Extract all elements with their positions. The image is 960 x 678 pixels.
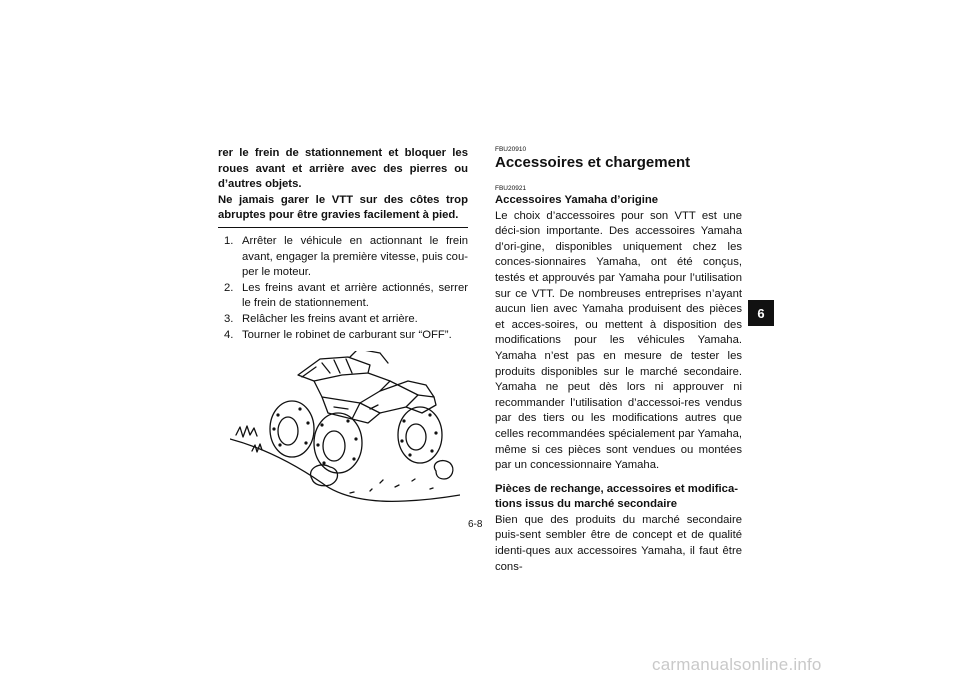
- page-number: 6-8: [468, 519, 483, 530]
- subsection-code: FBU20921: [495, 185, 527, 192]
- paragraph-gap: [495, 474, 742, 482]
- step-text: Arrêter le véhicule en actionnant le frein avant, engager la première vitesse, puis cou-per le moteur.: [242, 234, 468, 279]
- watermark: carmanualsonline.info: [652, 655, 822, 674]
- section-code: FBU20910: [495, 146, 527, 153]
- step-text: Tourner le robinet de carburant sur “OFF”.: [242, 328, 452, 341]
- step-number: 2.: [224, 281, 234, 294]
- step-number: 4.: [224, 328, 234, 341]
- section-title: Accessoires et chargement: [495, 154, 691, 171]
- step-number: 1.: [224, 234, 234, 247]
- list-item: [218, 328, 468, 344]
- list-item: [218, 281, 468, 312]
- list-item: [218, 234, 468, 281]
- list-item: [218, 312, 468, 328]
- genuine-accessories-paragraph: Le choix d’accessoires pour son VTT est une déci-sion importante. Des accessoires Yamaha d’ori-gine, disponibles uniquement chez les conces-sionnaires Yamaha, ont été conçus, testés et approuvés par Yamaha pour l’utilisation sur ce VTT. De nombreuses entreprises n’ayant aucun lien avec Yamaha produisent des pièces et acces-soires, ou mettent à disposition des modifications pour les véhicules Yamaha. Yamaha n’est pas en mesure de tester les produits disponibles sur le marché secondaire. Yamaha ne peut dès lors ni approuver ni recommander l’utilisation d’accessoi-res vendus par des tiers ou les modifications autres que celles recommandées spécialement par Yamaha, même si ces pièces sont vendues ou montées par un concessionnaire Yamaha.: [495, 209, 742, 472]
- atv-parked-on-slope-illustration: [230, 351, 460, 509]
- left-column: [218, 146, 468, 515]
- subsection-title-aftermarket: Pièces de rechange, accessoires et modifica-tions issus du marché secondaire: [495, 482, 739, 511]
- warning-line-2: Ne jamais garer le VTT sur des côtes trop abruptes pour être gravies facilement à pied.: [218, 193, 468, 222]
- step-text: Les freins avant et arrière actionnés, serrer le frein de stationnement.: [242, 281, 468, 310]
- step-text: Relâcher les freins avant et arrière.: [242, 312, 418, 325]
- aftermarket-paragraph: Bien que des produits du marché secondaire puis-sent sembler être de concept et de qualité identi-ques aux accessoires Yamaha, il faut être cons-: [495, 513, 742, 573]
- subsection-title-genuine-accessories: Accessoires Yamaha d’origine: [495, 194, 659, 206]
- warning-divider: [218, 227, 468, 228]
- steps-list: [218, 234, 468, 343]
- right-column: [495, 146, 742, 575]
- warning-block: [218, 146, 468, 224]
- warning-line-1: rer le frein de stationnement et bloquer les roues avant et arrière avec des pierres ou d’autres objets.: [218, 147, 468, 191]
- step-number: 3.: [224, 312, 234, 325]
- chapter-tab: 6: [748, 300, 774, 326]
